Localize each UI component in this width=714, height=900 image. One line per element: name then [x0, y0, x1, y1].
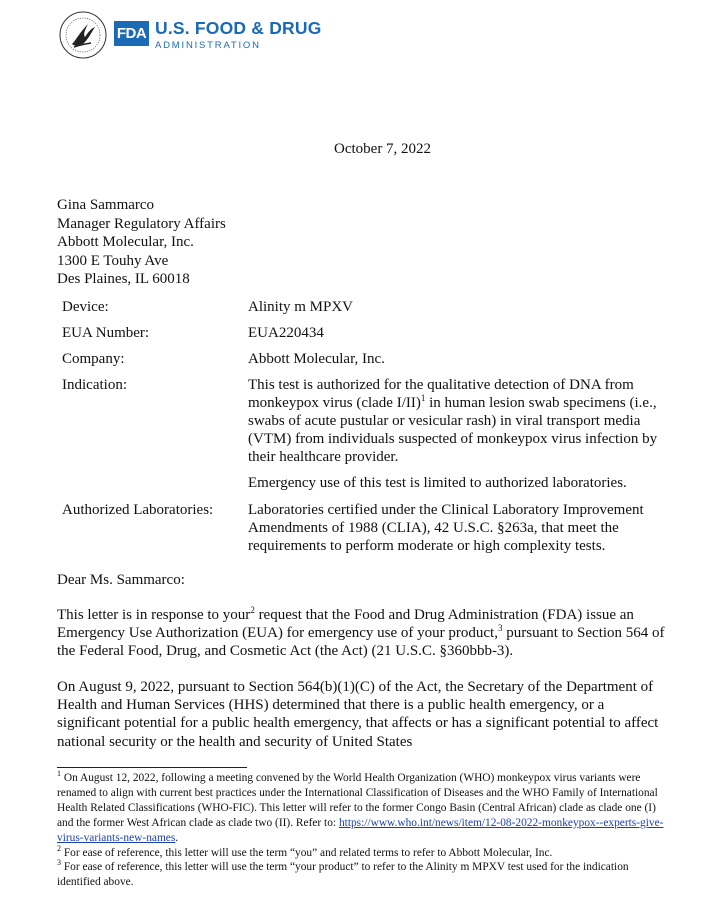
footnote-1-text: On August 12, 2022, following a meeting convened by the World Health Organization (WHO) monkeypox virus variants were renamed to align with current best practices under the International Classification of Diseases and the WHO Family of International Health Related Classifications (WHO-FIC). This letter will refer to the former Congo Basin (Central African) clade as clade one (I) and the former West African clade as clade two (II). Refer to: [57, 772, 658, 829]
footnote-3-text: For ease of reference, this letter will use the term “your product” to refer to the Alinity m MPXV test used for the indication identified above. [57, 861, 629, 889]
device-value: Alinity m MPXV [248, 299, 354, 315]
footnote-2-text: For ease of reference, this letter will use the term “you” and related terms to refer to Abbott Molecular, Inc. [61, 846, 553, 859]
agency-name: U.S. FOOD & DRUG [155, 18, 322, 38]
footnote-2-number: 2 [57, 843, 61, 853]
info-row-eua [56, 324, 662, 350]
indication-label: Indication: [62, 377, 127, 393]
para1-text-c: pursuant to Section 564 of the Federal Food, Drug, and Cosmetic Act (the Act) (21 U.S.C. §360bbb-3). [57, 625, 665, 660]
agency-administration: ADMINISTRATION [155, 40, 261, 51]
letterhead [58, 10, 358, 62]
letter-date: October 7, 2022 [334, 141, 432, 157]
footnote-2 [57, 843, 667, 861]
paragraph-2: On August 9, 2022, pursuant to Section 564(b)(1)(C) of the Act, the Secretary of the Department of Health and Human Services (HHS) determined that there is a public health emergency, or a significant potential for a public health emergency, that affects or has a significant potential to affect national security or the health and security of United States [57, 679, 659, 750]
info-row-company [56, 350, 662, 376]
para1-text-a: This letter is in response to your [57, 607, 251, 623]
recipient-street: 1300 E Touhy Ave [57, 252, 169, 269]
footnote-ref-2: 2 [250, 605, 255, 615]
recipient-name: Gina Sammarco [57, 197, 155, 213]
indication-note: Emergency use of this test is limited to authorized laboratories. [248, 475, 627, 491]
info-row-indication [56, 376, 662, 492]
company-label: Company: [62, 351, 125, 367]
footnote-1-end: . [175, 831, 179, 844]
indication-text-b: in human lesion swab specimens (i.e., swabs of acute pustular or vesicular rash) in viral transport media (VTM) from individuals suspected of monkeypox virus infection by their healthcare provider. [248, 395, 658, 465]
footnote-ref-3: 3 [497, 623, 503, 634]
salutation: Dear Ms. Sammarco: [57, 572, 185, 588]
indication-value [248, 376, 662, 492]
hhs-seal-icon [58, 10, 108, 60]
footnote-3-number: 3 [57, 858, 61, 868]
para1-text-b: request that the Food and Drug Administration (FDA) issue an Emergency Use Authorization (EUA) for emergency use of your product, [57, 607, 634, 642]
eua-number-value: EUA220434 [248, 325, 324, 341]
footnote-1 [57, 771, 667, 846]
eua-info-table [56, 298, 662, 555]
footnotes [57, 771, 667, 890]
footnote-1-number: 1 [57, 769, 61, 778]
recipient-title: Manager Regulatory Affairs [57, 215, 226, 232]
paragraph-1 [57, 606, 667, 661]
eua-number-label: EUA Number: [62, 325, 150, 341]
company-value: Abbott Molecular, Inc. [248, 351, 385, 367]
footnote-ref-1: 1 [420, 393, 426, 403]
labs-value: Laboratories certified under the Clinical Laboratory Improvement Amendments of 1988 (CLIA), 42 U.S.C. §263a, that meet the requirements to perform moderate or high complexity tests. [248, 502, 644, 554]
info-row-labs [56, 492, 662, 555]
fda-logo-box: FDA [114, 21, 149, 46]
info-row-device [56, 298, 662, 324]
footnote-divider [57, 767, 247, 768]
recipient-city: Des Plaines, IL 60018 [57, 271, 190, 288]
labs-label: Authorized Laboratories: [62, 502, 214, 518]
who-news-link[interactable]: https://www.who.int/news/item/12-08-2022-monkeypox--experts-give-virus-variants-new-names [57, 816, 664, 844]
recipient-address [57, 196, 226, 289]
device-label: Device: [62, 299, 109, 315]
footnote-3 [57, 860, 667, 890]
recipient-company: Abbott Molecular, Inc. [57, 234, 194, 251]
indication-text-a: This test is authorized for the qualitative detection of DNA from monkeypox virus (clade I/II) [248, 377, 634, 411]
